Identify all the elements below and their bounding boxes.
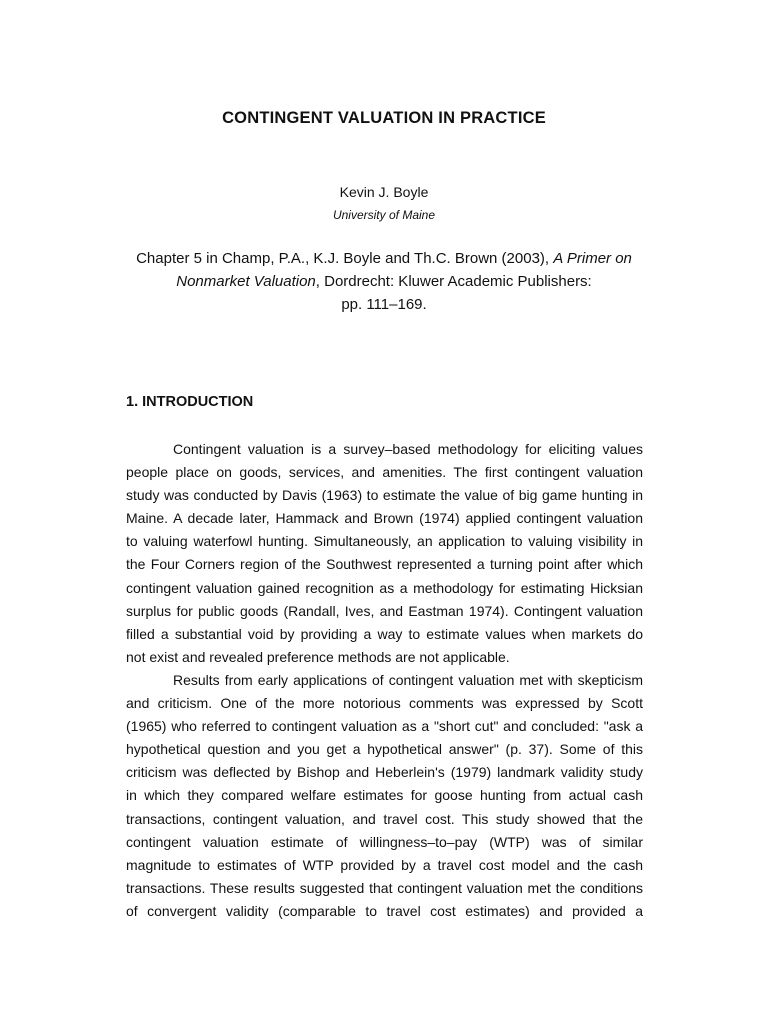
paragraph-line: hypothetical question and you get a hypothetical answer" (p. 37). Some of this [126, 741, 643, 758]
paragraph-line: not exist and revealed preference methods are not applicable. [126, 648, 510, 665]
body-text [126, 438, 643, 923]
paragraph-2 [126, 669, 643, 923]
paragraph-line: magnitude to estimates of WTP provided by a travel cost model and the cash [126, 856, 643, 873]
paragraph-line: people place on goods, services, and amenities. The first contingent valuation [126, 464, 643, 481]
paragraph-line: transactions, contingent valuation, and travel cost. This study showed that the [126, 810, 643, 827]
citation-book-title: Nonmarket Valuation [176, 273, 316, 291]
paragraph-line: transactions. These results suggested that contingent valuation met the conditions [126, 879, 643, 896]
citation-line-1 [0, 246, 768, 269]
paragraph-line: the Four Corners region of the Southwest represented a turning point after which [126, 556, 643, 573]
paragraph-line: study was conducted by Davis (1963) to estimate the value of big game hunting in [126, 487, 643, 504]
paragraph-line: in which they compared welfare estimates for goose hunting from actual cash [126, 787, 643, 804]
paragraph-line: contingent valuation estimate of willingness–to–pay (WTP) was of similar [126, 833, 643, 850]
paragraph-line: Results from early applications of contingent valuation met with skepticism [173, 671, 643, 688]
paragraph-line: to valuing waterfowl hunting. Simultaneously, an application to valuing visibility in [126, 533, 643, 550]
citation-text: Chapter 5 in Champ, P.A., K.J. Boyle and Th.C. Brown (2003), [136, 250, 554, 267]
paragraph-line: criticism was deflected by Bishop and Heberlein's (1979) landmark validity study [126, 764, 643, 781]
paragraph-line: contingent valuation gained recognition as a methodology for estimating Hicksian [126, 579, 643, 596]
paragraph-line: of convergent validity (comparable to travel cost estimates) and provided a [126, 902, 643, 919]
citation-line-2 [0, 269, 768, 292]
author-name: Kevin J. Boyle [339, 184, 429, 200]
citation-book-title: A Primer on [553, 250, 632, 267]
paragraph-line: and criticism. One of the more notorious comments was expressed by Scott [126, 695, 643, 712]
section-heading: 1. INTRODUCTION [126, 394, 254, 410]
paragraph-1 [126, 438, 643, 669]
paragraph-line: surplus for public goods (Randall, Ives, and Eastman 1974). Contingent valuation [126, 602, 643, 619]
citation-publisher: , Dordrecht: Kluwer Academic Publishers: [315, 273, 592, 291]
document-title: CONTINGENT VALUATION IN PRACTICE [222, 109, 546, 127]
paragraph-line: Contingent valuation is a survey–based methodology for eliciting values [173, 441, 643, 457]
paragraph-line: filled a substantial void by providing a way to estimate values when markets do [126, 625, 643, 642]
author-affiliation: University of Maine [332, 208, 436, 222]
citation-pages: pp. 111–169. [341, 296, 427, 314]
chapter-citation [0, 246, 768, 315]
paragraph-line: (1965) who referred to contingent valuation as a "short cut" and concluded: "ask a [126, 718, 643, 735]
paragraph-line: Maine. A decade later, Hammack and Brown (1974) applied contingent valuation [126, 510, 643, 527]
